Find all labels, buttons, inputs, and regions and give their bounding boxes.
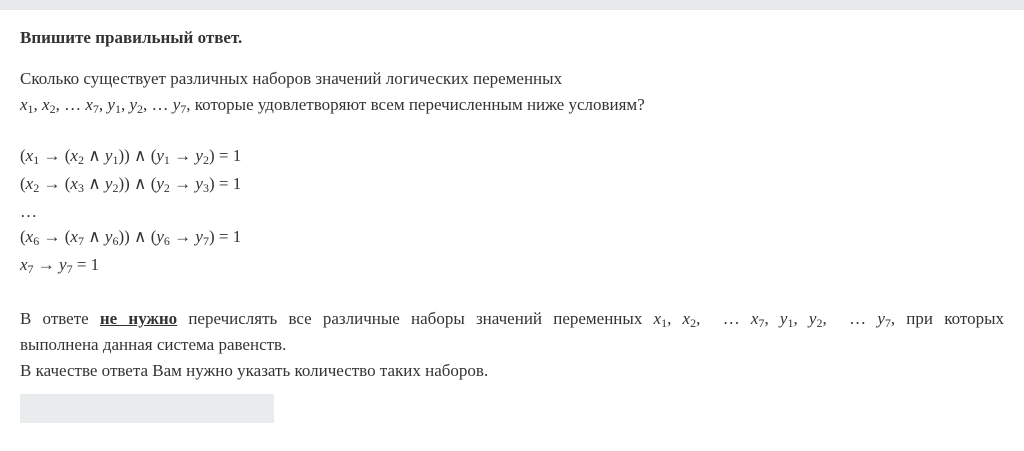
condition-last: $x_7 \to y_7 = 1$ xyxy=(20,255,100,276)
answer-input[interactable] xyxy=(20,394,274,423)
note-part-2: перечислять все различные наборы значений переменных xyxy=(177,309,654,328)
note-emphasis: не нужно xyxy=(99,309,178,328)
condition-1: ($x_1 \to (x_2$ ∧ $y_1$)) ∧ $(y_1 \to y_2) = 1$ xyxy=(20,146,242,167)
condition-6: ($x_6 \to (x_7$ ∧ $y_6$)) ∧ $(y_6 \to y_7) = 1$ xyxy=(20,227,242,248)
question-line-1: Сколько существует различных наборов значений логических переменных xyxy=(20,69,563,88)
note-part-3: , при которых xyxy=(890,309,1004,328)
note-line-3: В качестве ответа Вам нужно указать количество таких наборов. xyxy=(20,361,489,380)
note-part-1: В ответе xyxy=(20,309,100,328)
instruction-heading: Впишите правильный ответ. xyxy=(20,28,243,47)
question-line-2: $x_1$, $x_2$, … $x_7$, $y_1$, $y_2$, … $y_7$, которые удовлетворяют всем перечисленным ниже условиям? xyxy=(20,95,645,116)
top-bar xyxy=(0,0,1024,10)
note-line-2: выполнена данная система равенств. xyxy=(20,335,287,354)
question-line-2-text: , которые удовлетворяют всем перечисленным ниже условиям? xyxy=(186,95,645,114)
condition-2: ($x_2 \to (x_3$ ∧ $y_2$)) ∧ $(y_2 \to y_3) = 1$ xyxy=(20,174,242,195)
condition-ellipsis: … xyxy=(20,202,37,221)
note-line-1: В ответе не нужно перечислять все различные наборы значений переменных $x_1$, $x_2$, … $x_7$, $y_1$, $y_2$, … $y_7$, при которых xyxy=(20,309,1004,330)
question-text xyxy=(20,66,1004,118)
